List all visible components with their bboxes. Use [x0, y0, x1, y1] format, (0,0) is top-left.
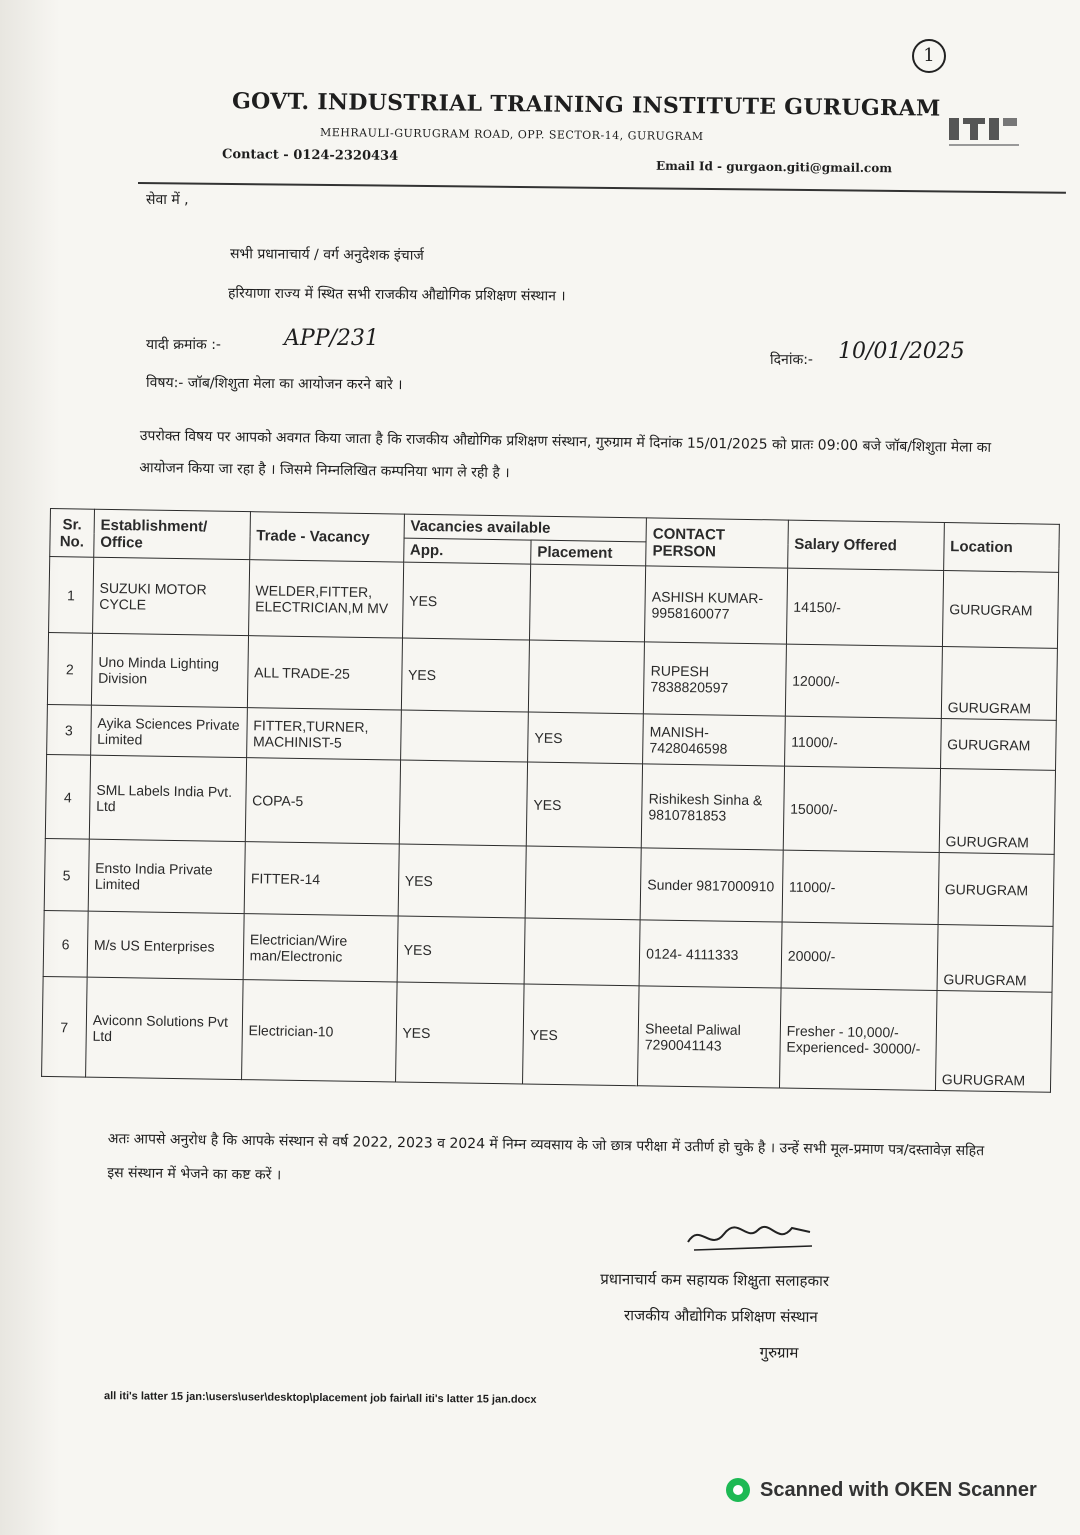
cell-app: YES — [398, 844, 527, 918]
memo-label: यादी क्रमांक :- — [146, 337, 221, 353]
scanner-watermark — [726, 1478, 1037, 1502]
cell-location: GURUGRAM — [937, 924, 1053, 992]
cell-placement — [530, 564, 646, 642]
cell-contact: Sheetal Paliwal 7290041143 — [638, 986, 781, 1088]
cell-establishment: M/s US Enterprises — [87, 911, 244, 979]
cell-app: YES — [401, 638, 530, 712]
date-value: 10/01/2025 — [838, 339, 965, 364]
page-number: 1 — [912, 38, 946, 73]
handwritten-signature — [680, 1212, 820, 1262]
cell-placement: YES — [528, 712, 644, 764]
institute-email: Email Id - gurgaon.giti@gmail.com — [655, 158, 893, 176]
header-salary: Salary Offered — [787, 520, 944, 570]
header-sr: Sr. No. — [50, 509, 95, 558]
cell-app: YES — [397, 916, 525, 984]
body-paragraph: उपरोक्त विषय पर आपको अवगत किया जाता है कि राजकीय औद्योगिक प्रशिक्षण संस्थान, गुरुग्राम में दिनांक 15/01/2025 को प्रातः 09:00 बजे जॉब/शिशुता मेला का आयोजन किया जा रहा है । जिसमे निम्नलिखित कम्पनिया भाग ले रही है । — [139, 427, 992, 482]
header-vacancies: Vacancies available — [404, 514, 647, 542]
cell-salary: 14150/- — [786, 568, 943, 646]
cell-location: GURUGRAM — [942, 571, 1058, 649]
cell-trade: FITTER,TURNER, MACHINIST-5 — [246, 708, 401, 760]
closing-paragraph: अतः आपसे अनुरोध है कि आपके संस्थान से वर्ष 2022, 2023 व 2024 में निम्न व्यवसाय के जो छात्र परीक्षा में उतीर्ण हो चुके है । उन्हें सभी मूल-प्रमाण पत्र/दस्तावेज़ सहित इस संस्थान में भेजने का कष्ट करें । — [107, 1130, 985, 1184]
iti-logo-icon — [945, 112, 1025, 152]
institute-contact: Contact - 0124-2320434 — [221, 147, 399, 164]
cell-sr: 6 — [43, 910, 88, 977]
cell-location: GURUGRAM — [935, 990, 1052, 1092]
header-trade: Trade - Vacancy — [249, 512, 404, 562]
date-label: दिनांक:- — [770, 352, 813, 368]
header-app: App. — [403, 538, 531, 564]
signatory-line-1: प्रधानाचार्य कम सहायक शिक्षुता सलाहकार — [600, 1270, 830, 1290]
cell-app — [399, 760, 528, 846]
cell-salary: 15000/- — [783, 766, 940, 852]
cell-contact: ASHISH KUMAR- 9958160077 — [645, 566, 788, 644]
cell-app: YES — [402, 562, 531, 640]
cell-location: GURUGRAM — [939, 769, 1056, 855]
cell-contact: MANISH- 7428046598 — [643, 714, 785, 766]
cell-establishment: Aviconn Solutions Pvt Ltd — [85, 977, 242, 1079]
cell-placement — [524, 918, 640, 986]
header-divider — [138, 182, 1066, 194]
cell-establishment: SUZUKI MOTOR CYCLE — [92, 557, 249, 635]
cell-establishment: SML Labels India Pvt. Ltd — [89, 755, 246, 841]
cell-app — [400, 710, 528, 762]
signatory-line-2: राजकीय औद्योगिक प्रशिक्षण संस्थान — [623, 1306, 818, 1326]
cell-location: GURUGRAM — [940, 719, 1056, 771]
signatory-block — [600, 1261, 830, 1371]
cell-location: GURUGRAM — [941, 647, 1057, 721]
cell-sr: 7 — [42, 976, 87, 1077]
cell-location: GURUGRAM — [938, 853, 1054, 927]
cell-salary: 11000/- — [782, 850, 939, 924]
header-location: Location — [943, 523, 1059, 573]
cell-placement: YES — [526, 762, 642, 848]
cell-trade: ALL TRADE-25 — [247, 636, 402, 710]
cell-sr: 3 — [47, 704, 92, 755]
salutation: सेवा में , — [146, 192, 189, 208]
company-vacancy-table — [41, 508, 1060, 1093]
cell-establishment: Ensto India Private Limited — [88, 839, 245, 913]
cell-trade: WELDER,FITTER, ELECTRICIAN,M MV — [248, 560, 403, 638]
cell-trade: Electrician-10 — [241, 980, 396, 1082]
cell-contact: Sunder 9817000910 — [640, 848, 783, 922]
cell-salary: Fresher - 10,000/- Experienced- 30000/- — [779, 988, 936, 1090]
institute-address: MEHRAULI-GURUGRAM ROAD, OPP. SECTOR-14, GURUGRAM — [319, 125, 704, 144]
cell-sr: 5 — [44, 838, 89, 911]
cell-placement: YES — [523, 984, 640, 1086]
recipient-line-2: हरियाणा राज्य में स्थित सभी राजकीय औद्योगिक प्रशिक्षण संस्थान । — [227, 285, 566, 305]
header-establishment: Establishment/ Office — [94, 509, 251, 559]
cell-salary: 12000/- — [785, 644, 942, 718]
cell-contact: 0124- 4111333 — [639, 920, 782, 988]
signatory-line-3: गुरुग्राम — [759, 1343, 799, 1362]
cell-trade: COPA-5 — [245, 758, 400, 844]
cell-establishment: Ayika Sciences Private Limited — [90, 705, 247, 757]
subject-line: विषय:- जॉब/शिशुता मेला का आयोजन करने बारे । — [145, 374, 403, 394]
file-path-footer: all iti's latter 15 jan:\users\user\desktop\placement job fair\all iti's latter 15 jan.docx — [103, 1390, 537, 1406]
cell-sr: 1 — [49, 557, 94, 634]
cell-contact: Rishikesh Sinha & 9810781853 — [641, 764, 784, 850]
cell-trade: FITTER-14 — [244, 842, 399, 916]
cell-sr: 4 — [45, 754, 90, 839]
scanner-text: Scanned with OKEN Scanner — [760, 1478, 1037, 1501]
cell-contact: RUPESH 7838820597 — [644, 642, 787, 716]
oken-scanner-logo-icon — [726, 1478, 750, 1502]
recipient-line-1: सभी प्रधानाचार्य / वर्ग अनुदेशक इंचार्ज — [229, 246, 424, 264]
header-contact: CONTACT PERSON — [646, 518, 788, 568]
cell-trade: Electrician/Wire man/Electronic — [243, 914, 398, 982]
company-table-wrapper — [41, 508, 1060, 1093]
cell-sr: 2 — [47, 632, 92, 705]
cell-salary: 20000/- — [781, 922, 938, 990]
cell-establishment: Uno Minda Lighting Division — [91, 633, 248, 707]
institute-title: GOVT. INDUSTRIAL TRAINING INSTITUTE GURUGRAM — [231, 88, 941, 122]
cell-app: YES — [395, 982, 524, 1084]
header-placement: Placement — [531, 540, 647, 566]
cell-placement — [525, 846, 641, 920]
cell-placement — [528, 640, 644, 714]
table-row — [45, 754, 1055, 854]
table-row — [42, 976, 1052, 1092]
cell-salary: 11000/- — [784, 716, 941, 768]
memo-number: APP/231 — [284, 326, 379, 351]
